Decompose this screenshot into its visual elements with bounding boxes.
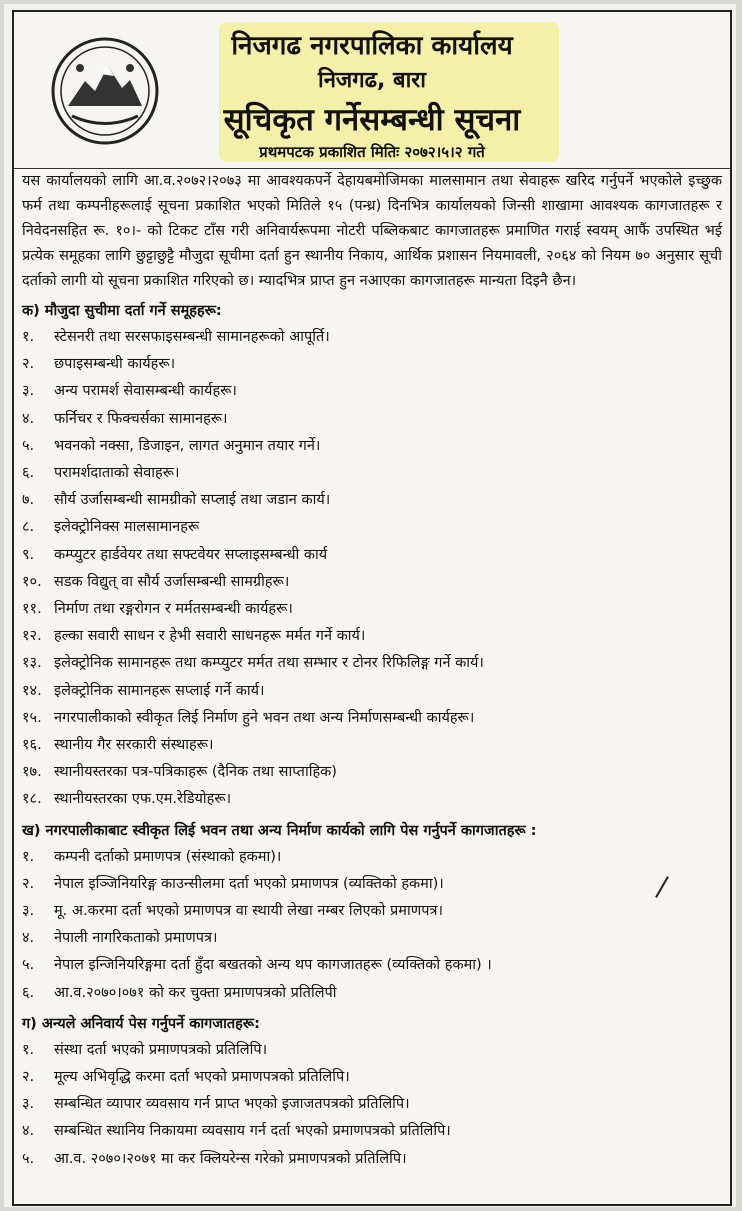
item-number: ९. [22, 546, 35, 563]
newspaper-page [4, 4, 736, 1207]
list-item [22, 759, 722, 786]
item-number: १२. [22, 628, 42, 645]
item-number: १६. [22, 737, 42, 754]
item-text: नेपाल इञ्जिनियरिङ्ग काउन्सीलमा दर्ता भएको प्रमाणपत्र (व्यक्तिको हकमा)। [54, 875, 444, 892]
item-text: फर्निचर र फिक्चर्सका सामानहरू। [54, 410, 228, 427]
item-text: सौर्य उर्जासम्बन्धी सामग्रीको सप्लाई तथा जडान कार्य। [54, 492, 331, 509]
section-heading-ga: ग) अन्यले अनिवार्य पेस गर्नुपर्ने कागजातहरू: [22, 1015, 260, 1032]
list-item [22, 378, 722, 405]
item-text: कम्प्युटर हार्डवेयर तथा सफ्टवेयर सप्लाइसम्बन्धी कार्य [54, 546, 328, 563]
item-text: स्थानीयस्तरका एफ.एम.रेडियोहरू। [54, 791, 232, 808]
item-text: हल्का सवारी साधन र हेभी सवारी साधनहरू मर्मत गर्ने कार्य। [54, 628, 366, 645]
item-number: ४. [22, 410, 35, 427]
item-number: ३. [22, 1096, 35, 1113]
list-item [22, 542, 722, 569]
list-item [22, 623, 722, 650]
list-item [22, 1118, 722, 1145]
list-item [22, 844, 722, 871]
list-item [22, 980, 722, 1007]
publication-date: प्रथमपटक प्रकाशित मितिः २०७२।५।२ गते [259, 143, 485, 161]
item-text: स्थानीय गैर सरकारी संस्थाहरू। [54, 737, 214, 754]
item-text: नेपाली नागरिकताको प्रमाणपत्र। [54, 930, 218, 947]
list-item [22, 786, 722, 813]
section-list-kha [22, 844, 722, 1007]
item-number: १. [22, 848, 35, 865]
item-text: आ.व. २०७०।२०७१ मा कर क्लियरेन्स गरेको प्रमाणपत्रको प्रतिलिपि। [54, 1150, 407, 1167]
item-text: नगरपालीकाको स्वीकृत लिई निर्माण हुने भवन तथा अन्य निर्माणसम्बन्धी कार्यहरू। [54, 709, 475, 726]
item-text: छपाइसम्बन्धी कार्यहरू। [54, 356, 176, 373]
item-number: १०. [22, 573, 42, 590]
section-list-ga [22, 1037, 722, 1173]
item-number: २. [22, 1069, 35, 1086]
section-list-ka [22, 324, 722, 814]
item-number: १३. [22, 655, 42, 672]
item-text: स्थानीयस्तरका पत्र-पत्रिकाहरू (दैनिक तथा साप्ताहिक) [54, 764, 337, 781]
list-item [22, 351, 722, 378]
item-text: इलेक्ट्रोनिक सामानहरू तथा कम्प्युटर मर्मत तथा सम्भार र टोनर रिफिलिङ्ग गर्ने कार्य। [54, 655, 484, 672]
list-item [22, 705, 722, 732]
item-number: ४. [22, 1123, 35, 1140]
item-number: २. [22, 875, 35, 892]
item-number: १८. [22, 791, 42, 808]
item-text: अन्य परामर्श सेवासम्बन्धी कार्यहरू। [54, 383, 237, 400]
item-number: ४. [22, 930, 35, 947]
list-item [22, 569, 722, 596]
list-item [22, 1037, 722, 1064]
item-text: सडक विद्युत् वा सौर्य उर्जासम्बन्धी सामग्रीहरू। [54, 573, 290, 590]
item-text: नेपाल इन्जिनियरिङ्गमा दर्ता हुँदा बखतको अन्य थप कागजातहरू (व्यक्तिको हकमा) । [54, 957, 492, 974]
item-number: १५. [22, 709, 42, 726]
list-item [22, 1091, 722, 1118]
list-item [22, 1146, 722, 1173]
item-text: परामर्शदाताको सेवाहरू। [54, 465, 180, 482]
list-item [22, 514, 722, 541]
section-heading-ka: क) मौजुदा सुचीमा दर्ता गर्ने समूहहरू: [22, 303, 222, 319]
item-text: निर्माण तथा रङ्गरोगन र मर्मतसम्बन्धी कार्यहरू। [54, 601, 293, 618]
office-location: निजगढ, बारा [318, 68, 426, 93]
list-item [22, 871, 722, 898]
list-item [22, 678, 722, 705]
item-text: आ.व.२०७०।०७१ को कर चुक्ता प्रमाणपत्रको प्रतिलिपी [54, 984, 337, 1001]
item-text: भवनको नक्सा, डिजाइन, लागत अनुमान तयार गर्ने। [54, 437, 321, 454]
item-number: १४. [22, 682, 42, 699]
list-item [22, 1064, 722, 1091]
list-item [22, 433, 722, 460]
item-number: २. [22, 356, 35, 373]
notice-header [14, 12, 730, 168]
item-number: ५. [22, 437, 35, 454]
item-number: १. [22, 329, 35, 345]
item-number: ३. [22, 383, 35, 400]
item-text: स्टेसनरी तथा सरसफाइसम्बन्धी सामानहरूको आपूर्ति। [54, 329, 330, 345]
intro-paragraph: यस कार्यालयको लागि आ.व.२०७२।२०७३ मा आवश्यकपर्ने देहायबमोजिमका मालसामान तथा सेवाहरू खरिद गर्नुपर्ने भएकोले इच्छुक फर्म तथा कम्पनीहरूलाई सूचना प्रकाशित भएको मितिले १५ (पन्ध्र) दिनभित्र कार्यालयको जिन्सी शाखामा आवश्यक कागजातहरू र निवेदनसहित रू. १०।- को टिकट टाँस गरी अनिवार्यरूपमा नोटरी पब्लिकबाट कागजातहरू प्रमाणित गराई स्वयम् आफैं उपस्थित भई प्रत्येक समूहका लागि छुट्टाछुट्टै मौजुदा सूचीमा दर्ता हुन स्थानीय निकाय, आर्थिक प्रशासन नियमावली, २०६४ को नियम ७० अनुसार सूची दर्ताको लागी यो सूचना प्रकाशित गरिएको छ। म्यादभित्र प्राप्त हुन नआएका कागजातहरू मान्यता दिइनै छैन। [22, 173, 722, 289]
item-number: ५. [22, 957, 35, 974]
notice-title: सूचिकृत गर्नेसम्बन्धी सूचना [223, 102, 521, 138]
list-item [22, 650, 722, 677]
list-item [22, 925, 722, 952]
item-number: ६. [22, 984, 35, 1001]
item-number: ८. [22, 519, 35, 536]
list-item [22, 596, 722, 623]
item-text: इलेक्ट्रोनिक्स मालसामानहरू [54, 519, 200, 536]
item-number: १७. [22, 764, 42, 781]
list-item [22, 460, 722, 487]
item-text: मूल्य अभिवृद्धि करमा दर्ता भएको प्रमाणपत्रको प्रतिलिपि। [54, 1069, 350, 1086]
item-text: सम्बन्धित स्थानिय निकायमा व्यवसाय गर्न दर्ता भएको प्रमाणपत्रको प्रतिलिपि। [54, 1123, 451, 1140]
item-text: इलेक्ट्रोनिक सामानहरू सप्लाई गर्ने कार्य। [54, 682, 265, 699]
list-item [22, 898, 722, 925]
item-number: ५. [22, 1150, 35, 1167]
office-name: निजगढ नगरपालिका कार्यालय [231, 31, 513, 61]
list-item [22, 406, 722, 433]
item-number: ६. [22, 465, 35, 482]
list-item [22, 487, 722, 514]
item-number: ७. [22, 492, 35, 509]
item-text: कम्पनी दर्ताको प्रमाणपत्र (संस्थाको हकमा)। [54, 848, 282, 865]
item-number: १. [22, 1041, 35, 1058]
section-heading-kha: ख) नगरपालीकाबाट स्वीकृत लिई भवन तथा अन्य निर्माण कार्यको लागि पेस गर्नुपर्ने कागजातहरू : [22, 822, 537, 839]
item-text: संस्था दर्ता भएको प्रमाणपत्रको प्रतिलिपि। [54, 1041, 268, 1058]
item-number: ११. [22, 601, 42, 618]
list-item [22, 324, 722, 351]
list-item [22, 732, 722, 759]
item-text: सम्बन्धित व्यापार व्यवसाय गर्न प्राप्त भएको इजाजतपत्रको प्रतिलिपि। [54, 1096, 410, 1113]
notice-frame [12, 10, 732, 1206]
item-text: मू. अ.करमा दर्ता भएको प्रमाणपत्र वा स्थायी लेखा नम्बर लिएको प्रमाणपत्र। [54, 903, 443, 920]
list-item [22, 952, 722, 979]
item-number: ३. [22, 903, 35, 920]
